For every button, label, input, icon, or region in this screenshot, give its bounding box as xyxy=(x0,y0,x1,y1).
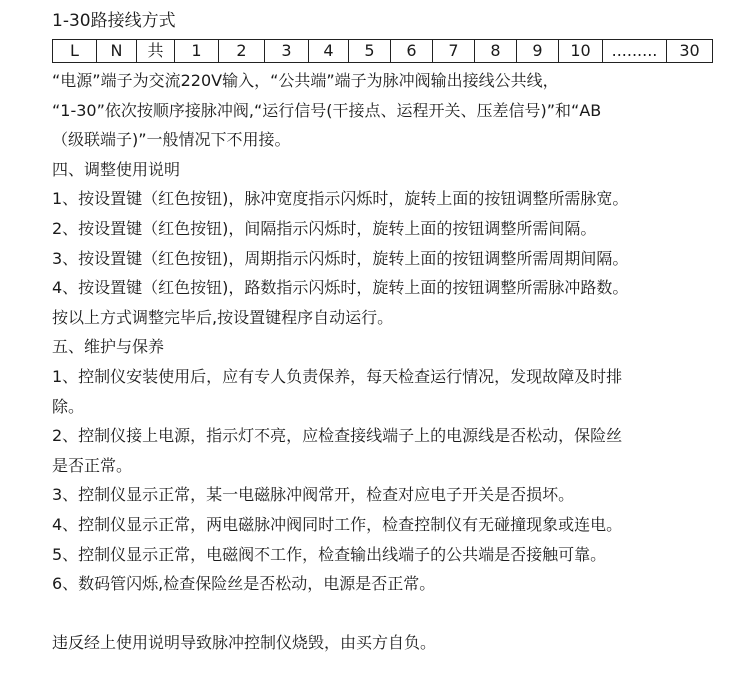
terminal-cell: 7 xyxy=(433,40,475,63)
terminal-cell: ......... xyxy=(603,40,667,63)
terminal-cell: 5 xyxy=(349,40,391,63)
text-line: 4、控制仪显示正常，两电磁脉冲阀同时工作，检查控制仪有无碰撞现象或连电。 xyxy=(52,514,623,534)
blank-line xyxy=(52,599,742,629)
terminal-cell: 4 xyxy=(309,40,349,63)
wiring-title: 1-30路接线方式 xyxy=(52,11,176,31)
text-line: （级联端子)”一般情况下不用接。 xyxy=(52,130,291,150)
text-line: 2、控制仪接上电源，指示灯不亮，应检查接线端子上的电源线是否松动，保险丝 xyxy=(52,426,623,446)
terminal-cell: 30 xyxy=(667,40,713,63)
text-line: 1、按设置键（红色按钮)，脉冲宽度指示闪烁时，旋转上面的按钮调整所需脉宽。 xyxy=(52,189,629,209)
terminal-cell: 6 xyxy=(391,40,433,63)
text-line: 3、按设置键（红色按钮)，周期指示闪烁时，旋转上面的按钮调整所需周期间隔。 xyxy=(52,248,629,268)
terminal-cell: 2 xyxy=(219,40,265,63)
terminal-cell: 10 xyxy=(559,40,603,63)
text-line: 6、数码管闪烁,检查保险丝是否松动，电源是否正常。 xyxy=(52,574,436,594)
terminal-table xyxy=(52,39,713,63)
terminal-cell: 9 xyxy=(517,40,559,63)
terminal-cell: 共 xyxy=(137,40,175,63)
terminal-cell: N xyxy=(97,40,137,63)
text-line: 5、控制仪显示正常，电磁阀不工作，检查输出线端子的公共端是否接触可靠。 xyxy=(52,544,607,564)
text-line: 按以上方式调整完毕后,按设置键程序自动运行。 xyxy=(52,307,394,327)
text-line: 4、按设置键（红色按钮)，路数指示闪烁时，旋转上面的按钮调整所需脉冲路数。 xyxy=(52,278,629,298)
text-line: “电源”端子为交流220V输入，“公共端”端子为脉冲阀输出接线公共线， xyxy=(52,71,559,90)
section-heading-adjustment: 四、调整使用说明 xyxy=(52,159,181,179)
text-line: 1、控制仪安装使用后，应有专人负责保养，每天检查运行情况，发现故障及时排 xyxy=(52,366,623,386)
text-line: “1-30”依次按顺序接脉冲阀,“运行信号(干接点、运程开关、压差信号)”和“AB xyxy=(52,100,602,120)
text-line: 2、按设置键（红色按钮)，间隔指示闪烁时，旋转上面的按钮调整所需间隔。 xyxy=(52,218,597,238)
terminal-cell: 3 xyxy=(265,40,309,63)
terminal-cell: L xyxy=(53,40,97,63)
instruction-text xyxy=(52,66,742,658)
text-line: 除。 xyxy=(52,396,85,416)
disclaimer-line: 违反经上使用说明导致脉冲控制仪烧毁，由买方自负。 xyxy=(52,633,437,653)
section-heading-maintenance: 五、维护与保养 xyxy=(52,337,165,357)
terminal-row xyxy=(53,40,713,63)
terminal-cell: 8 xyxy=(475,40,517,63)
text-line: 3、控制仪显示正常，某一电磁脉冲阀常开，检查对应电子开关是否损坏。 xyxy=(52,485,575,505)
terminal-cell: 1 xyxy=(175,40,219,63)
text-line: 是否正常。 xyxy=(52,455,133,475)
